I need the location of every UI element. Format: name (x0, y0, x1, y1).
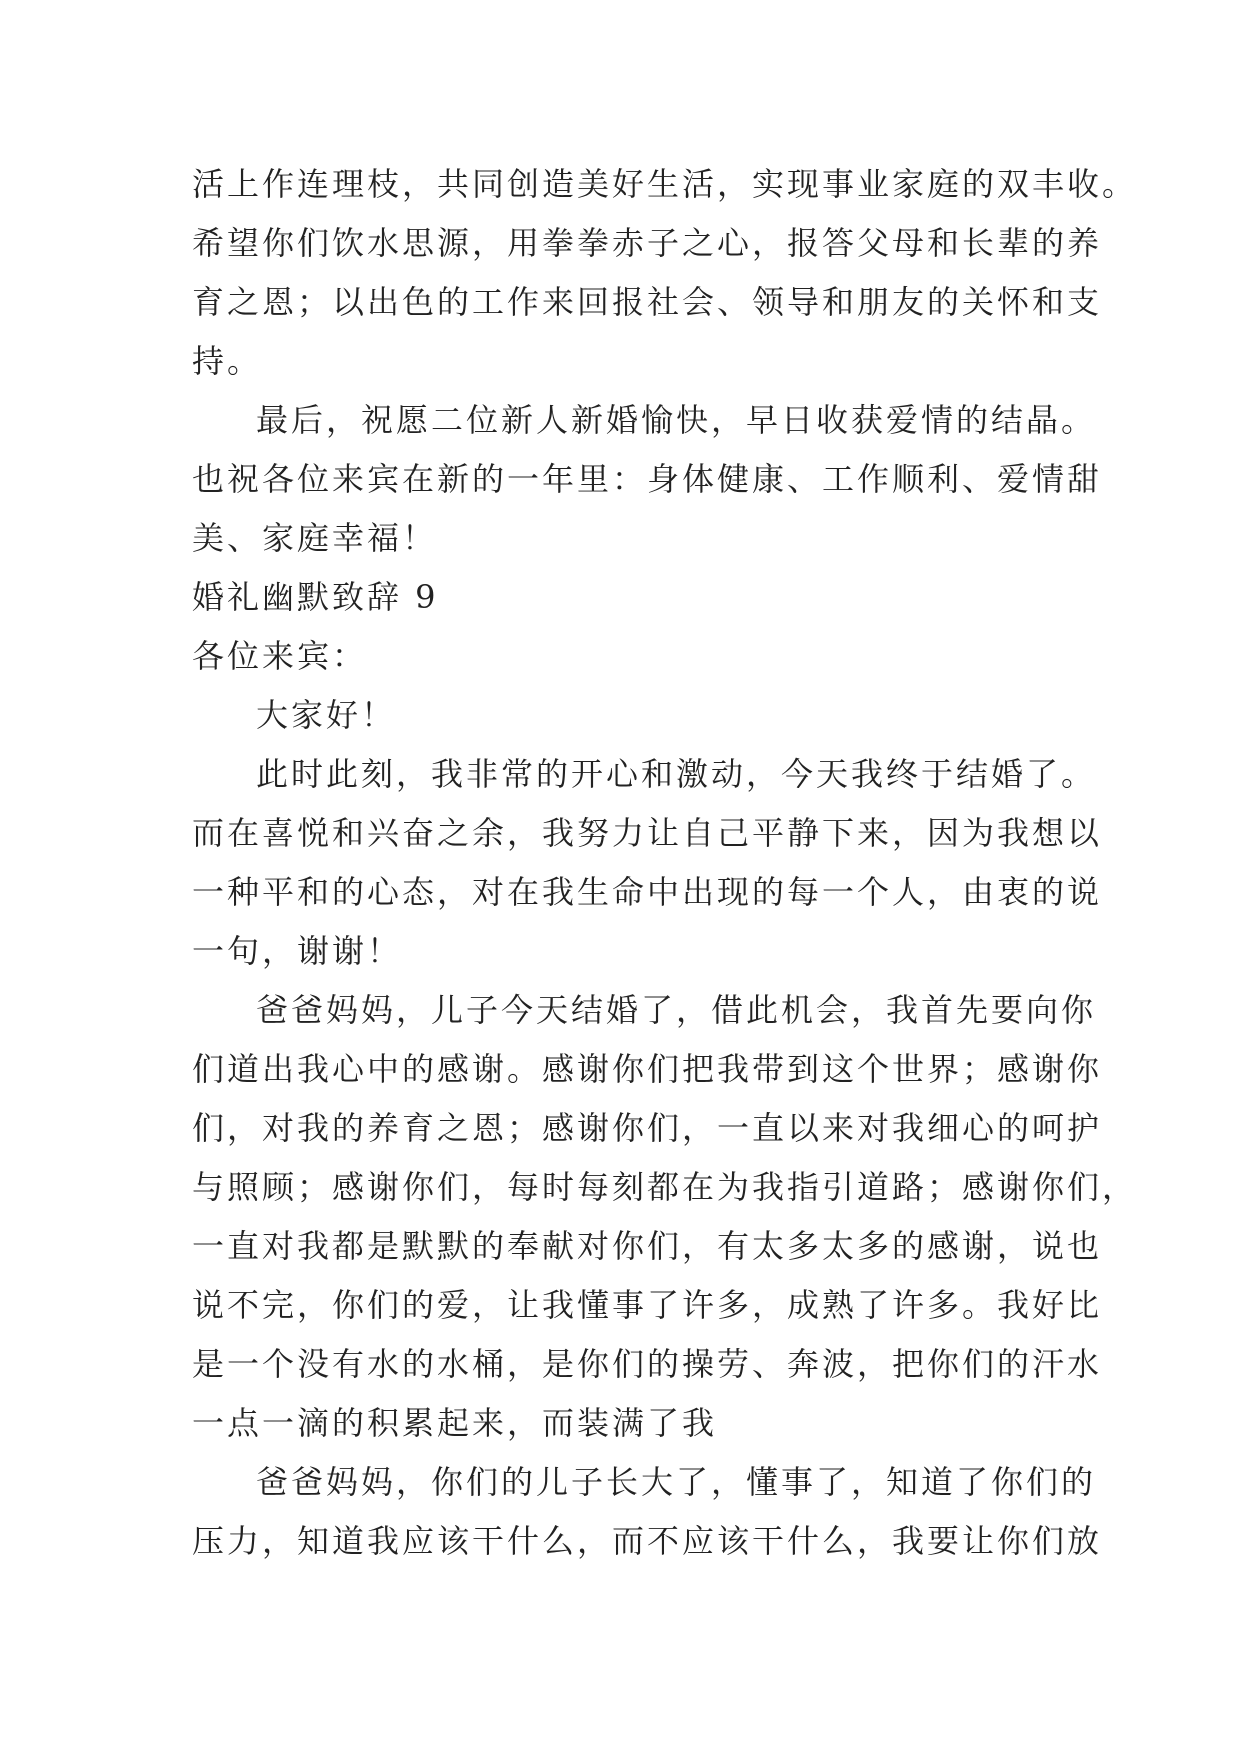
text-line: 压力，知道我应该干什么，而不应该干什么，我要让你们放 (192, 1522, 1103, 1560)
text-line: 而在喜悦和兴奋之余，我努力让自己平静下来，因为我想以 (192, 814, 1103, 852)
text-line: 一句，谢谢！ (192, 932, 403, 970)
text-line: 说不完，你们的爱，让我懂事了许多，成熟了许多。我好比 (192, 1286, 1103, 1324)
text-line: 活上作连理枝，共同创造美好生活，实现事业家庭的双丰收。 (192, 165, 1138, 203)
text-line: 是一个没有水的水桶，是你们的操劳、奔波，把你们的汗水 (192, 1345, 1103, 1383)
text-line: 持。 (192, 342, 263, 380)
text-line: 一种平和的心态，对在我生命中出现的每一个人，由衷的说 (192, 873, 1103, 911)
text-line: 与照顾；感谢你们，每时每刻都在为我指引道路；感谢你们， (192, 1168, 1138, 1206)
paragraph-first-line: 此时此刻，我非常的开心和激动，今天我终于结婚了。 (256, 755, 1097, 793)
text-line: 育之恩；以出色的工作来回报社会、领导和朋友的关怀和支 (192, 283, 1103, 321)
paragraph-first-line: 爸爸妈妈，你们的儿子长大了，懂事了，知道了你们的 (256, 1463, 1097, 1501)
document-body (192, 155, 1138, 1571)
salutation: 各位来宾： (192, 637, 368, 675)
text-line: 希望你们饮水思源，用拳拳赤子之心，报答父母和长辈的养 (192, 224, 1103, 262)
greeting: 大家好！ (256, 696, 397, 734)
text-line: 美、家庭幸福！ (192, 519, 438, 557)
text-line: 一点一滴的积累起来，而装满了我 (192, 1404, 718, 1442)
text-line: 们道出我心中的感谢。感谢你们把我带到这个世界；感谢你 (192, 1050, 1103, 1088)
text-line: 们，对我的养育之恩；感谢你们，一直以来对我细心的呵护 (192, 1109, 1103, 1147)
section-heading: 婚礼幽默致辞 9 (192, 578, 439, 616)
paragraph-first-line: 爸爸妈妈，儿子今天结婚了，借此机会，我首先要向你 (256, 991, 1097, 1029)
text-line: 也祝各位来宾在新的一年里：身体健康、工作顺利、爱情甜 (192, 460, 1103, 498)
paragraph-first-line: 最后，祝愿二位新人新婚愉快，早日收获爱情的结晶。 (256, 401, 1097, 439)
text-line: 一直对我都是默默的奉献对你们，有太多太多的感谢，说也 (192, 1227, 1103, 1265)
